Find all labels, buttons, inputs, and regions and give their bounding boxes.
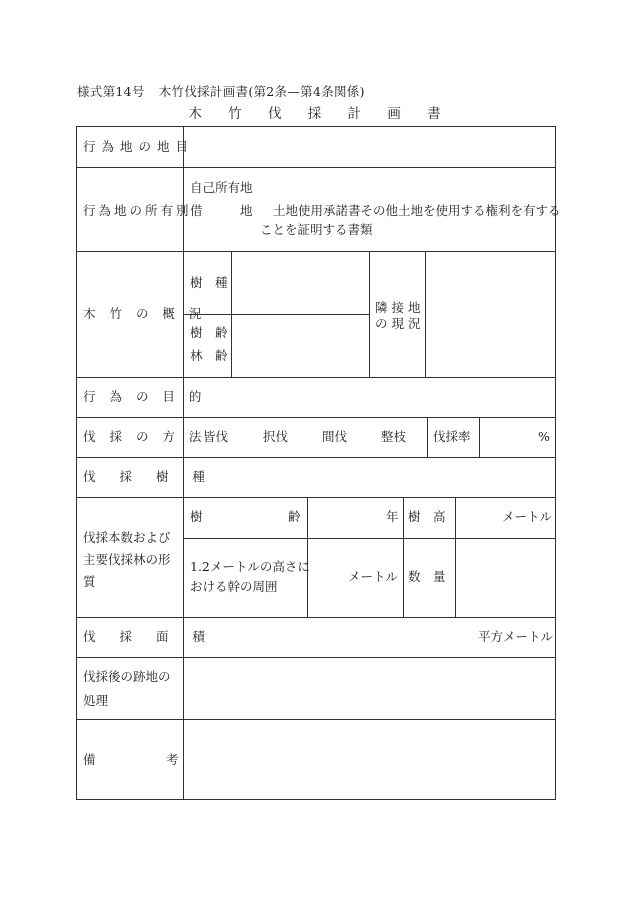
method-selective: 択伐 <box>263 429 289 444</box>
row-divider <box>77 719 555 720</box>
remarks-label-right: 考 <box>166 752 179 767</box>
method-thinning: 間伐 <box>322 429 348 444</box>
ownership-leased: 借 地 <box>190 203 253 218</box>
row-divider <box>183 538 555 539</box>
age-label-left: 樹 <box>190 509 203 524</box>
cut-species-label: 伐 採 樹 種 <box>83 469 215 484</box>
row-divider <box>77 497 555 498</box>
cell-divider <box>369 251 370 377</box>
row-divider <box>77 377 555 378</box>
row-divider <box>77 417 555 418</box>
girth-label-1: 1.2メートルの高さに <box>190 559 310 574</box>
aftercare-label-2: 処理 <box>83 693 109 708</box>
row-divider <box>77 251 555 252</box>
ownership-label: 行為地の所有別 <box>83 203 192 218</box>
row-divider <box>77 657 555 658</box>
form-header <box>77 82 365 100</box>
cell-divider <box>403 497 404 617</box>
ownership-leased-desc-1: 土地使用承諾書その他土地を使用する権利を有する <box>273 203 561 218</box>
girth-unit: メートル <box>348 569 399 584</box>
cell-divider <box>427 417 428 457</box>
cell-divider <box>231 251 232 377</box>
method-label: 伐 採 の 方 法 <box>83 429 207 444</box>
tree-age-label: 樹 齢 <box>190 325 228 340</box>
row-divider <box>183 314 369 315</box>
form-header-title: 木竹伐採計画書(第2条—第4条関係) <box>158 84 365 99</box>
count-label-2: 主要伐採林の形 <box>83 552 171 567</box>
forest-age-label: 林 齢 <box>190 348 228 363</box>
girth-label-2: おける幹の周囲 <box>190 579 278 594</box>
document-title: 木 竹 伐 採 計 画 書 <box>188 106 452 122</box>
age-label-right: 齢 <box>288 509 301 524</box>
form-number: 様式第14号 <box>77 84 145 99</box>
area-unit: 平方メートル <box>478 629 554 644</box>
location-label: 行為地の地目 <box>83 139 195 154</box>
method-pruning: 整枝 <box>381 429 407 444</box>
row-divider <box>77 617 555 618</box>
species-label: 樹 種 <box>190 275 228 290</box>
height-unit: メートル <box>502 509 553 524</box>
cell-divider <box>479 417 480 457</box>
cell-divider <box>455 497 456 617</box>
purpose-label: 行 為 の 目 的 <box>83 389 207 404</box>
quantity-label: 数 量 <box>408 569 446 584</box>
row-divider <box>77 167 555 168</box>
ownership-leased-desc-2: ことを証明する書類 <box>260 222 373 237</box>
cell-divider <box>425 251 426 377</box>
rate-label: 伐採率 <box>433 429 471 444</box>
count-label-1: 伐採本数および <box>83 530 171 545</box>
adjacent-label-2: の 現 況 <box>375 316 421 331</box>
aftercare-label-1: 伐採後の跡地の <box>83 669 171 684</box>
ownership-own: 自己所有地 <box>190 180 253 195</box>
row-divider <box>77 457 555 458</box>
rate-unit: % <box>538 429 550 444</box>
label-column-divider <box>183 127 184 799</box>
overview-label: 木 竹 の 概 況 <box>83 306 207 321</box>
area-label: 伐 採 面 積 <box>83 629 215 644</box>
remarks-label-left: 備 <box>83 752 96 767</box>
count-label-3: 質 <box>83 574 96 589</box>
adjacent-label-1: 隣 接 地 <box>375 300 421 315</box>
age-unit: 年 <box>386 509 399 524</box>
method-clearcut: 皆伐 <box>203 429 229 444</box>
height-label: 樹 高 <box>408 509 446 524</box>
